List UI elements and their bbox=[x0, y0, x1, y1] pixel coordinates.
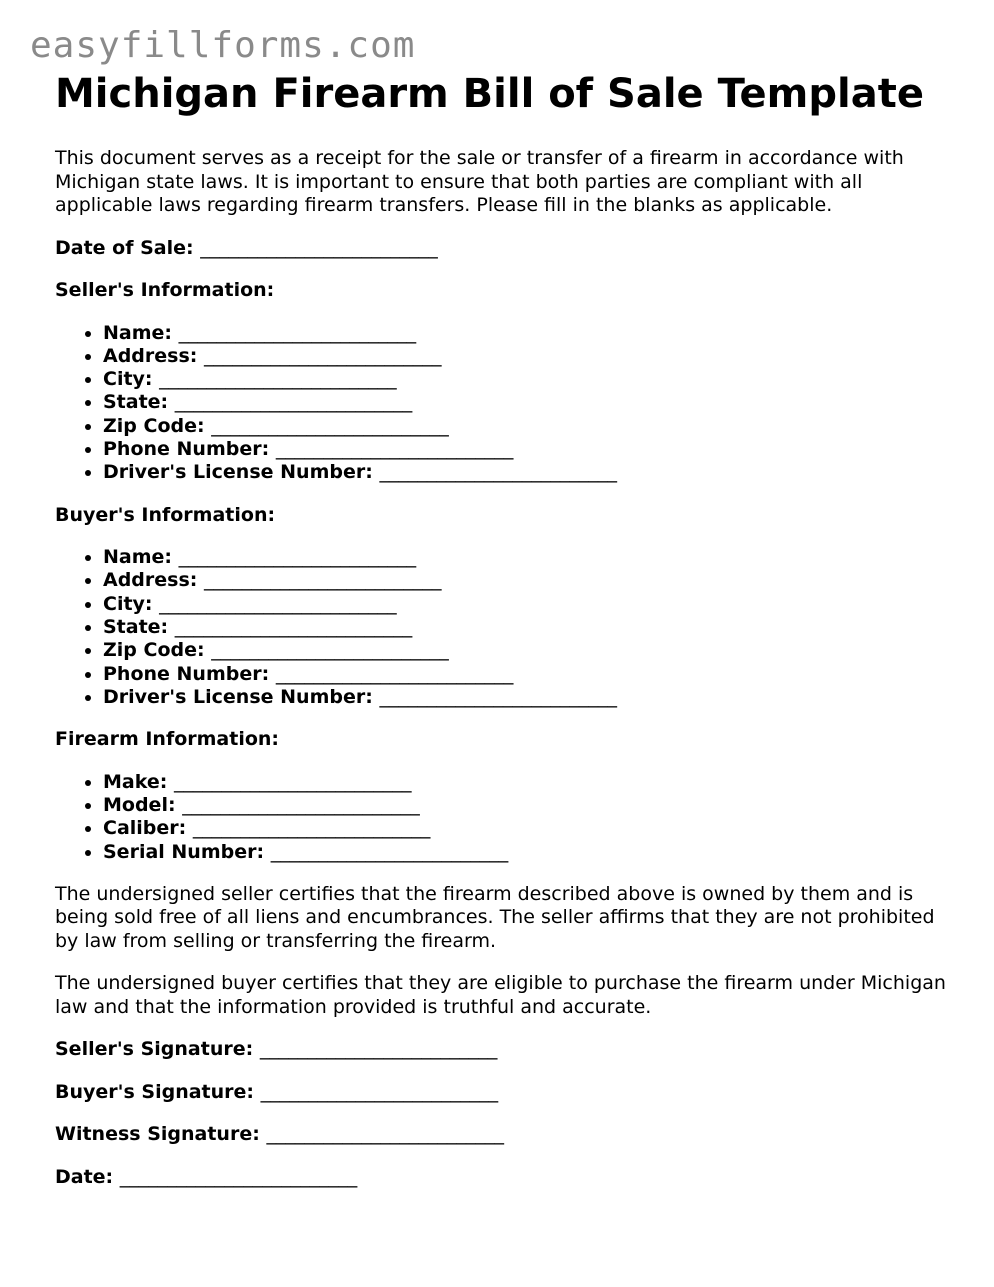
buyer-state-label: State: bbox=[103, 615, 169, 638]
seller-signature-field bbox=[55, 1038, 955, 1062]
firearm-section-heading: Firearm Information: bbox=[55, 728, 280, 751]
buyer-certification-paragraph: The undersigned buyer certifies that they are eligible to purchase the firearm under Michigan law and that the information provided is truthful and accurate. bbox=[55, 972, 946, 1018]
buyer-name-blank[interactable]: _________________________ bbox=[178, 546, 417, 569]
buyer-name-item bbox=[103, 546, 955, 569]
witness-signature-blank[interactable]: _________________________ bbox=[266, 1123, 504, 1146]
seller-phone-item bbox=[103, 438, 955, 461]
seller-name-label: Name: bbox=[103, 321, 173, 344]
watermark: easyfillforms.com bbox=[30, 25, 416, 66]
seller-city-item bbox=[103, 368, 955, 391]
buyer-section-heading: Buyer's Information: bbox=[55, 503, 276, 526]
buyer-address-item bbox=[103, 569, 955, 592]
seller-signature-label: Seller's Signature: bbox=[55, 1038, 254, 1061]
seller-city-label: City: bbox=[103, 368, 153, 391]
firearm-serial-label: Serial Number: bbox=[103, 840, 265, 863]
seller-city-blank[interactable]: _________________________ bbox=[159, 368, 397, 391]
page-title: Michigan Firearm Bill of Sale Template bbox=[55, 71, 924, 117]
date-field bbox=[55, 1166, 955, 1190]
seller-signature-blank[interactable]: _________________________ bbox=[259, 1038, 498, 1061]
firearm-model-item bbox=[103, 794, 955, 817]
buyer-license-label: Driver's License Number: bbox=[103, 685, 373, 708]
seller-field-list bbox=[55, 322, 955, 485]
seller-phone-label: Phone Number: bbox=[103, 437, 270, 460]
buyer-address-label: Address: bbox=[103, 569, 198, 592]
firearm-make-blank[interactable]: _________________________ bbox=[173, 770, 412, 793]
seller-license-blank[interactable]: _________________________ bbox=[379, 461, 617, 484]
date-of-sale-blank[interactable]: _________________________ bbox=[200, 236, 438, 259]
seller-name-blank[interactable]: _________________________ bbox=[178, 321, 417, 344]
seller-phone-blank[interactable]: _________________________ bbox=[275, 437, 514, 460]
firearm-make-label: Make: bbox=[103, 770, 168, 793]
seller-zip-label: Zip Code: bbox=[103, 414, 205, 437]
seller-address-blank[interactable]: _________________________ bbox=[204, 344, 442, 367]
buyer-state-item bbox=[103, 616, 955, 639]
firearm-caliber-item bbox=[103, 817, 955, 840]
document-page bbox=[55, 70, 955, 1189]
seller-address-label: Address: bbox=[103, 344, 198, 367]
date-label: Date: bbox=[55, 1165, 114, 1188]
firearm-caliber-blank[interactable]: _________________________ bbox=[192, 817, 431, 840]
witness-signature-label: Witness Signature: bbox=[55, 1123, 260, 1146]
buyer-signature-blank[interactable]: _________________________ bbox=[260, 1080, 499, 1103]
witness-signature-field bbox=[55, 1123, 955, 1147]
seller-name-item bbox=[103, 322, 955, 345]
buyer-field-list bbox=[55, 546, 955, 709]
buyer-license-blank[interactable]: _________________________ bbox=[379, 685, 617, 708]
buyer-phone-label: Phone Number: bbox=[103, 662, 270, 685]
date-blank[interactable]: _________________________ bbox=[119, 1165, 358, 1188]
buyer-signature-label: Buyer's Signature: bbox=[55, 1080, 254, 1103]
firearm-make-item bbox=[103, 771, 955, 794]
seller-state-label: State: bbox=[103, 391, 169, 414]
seller-address-item bbox=[103, 345, 955, 368]
seller-certification-paragraph: The undersigned seller certifies that the firearm described above is owned by them and is being sold free of all liens and encumbrances. The seller affirms that they are not prohibited by law from selling or transferring the firearm. bbox=[55, 882, 935, 952]
buyer-zip-label: Zip Code: bbox=[103, 639, 205, 662]
buyer-address-blank[interactable]: _________________________ bbox=[204, 569, 442, 592]
buyer-city-blank[interactable]: _________________________ bbox=[159, 592, 397, 615]
seller-state-item bbox=[103, 391, 955, 414]
firearm-model-label: Model: bbox=[103, 793, 176, 816]
buyer-phone-item bbox=[103, 663, 955, 686]
buyer-city-label: City: bbox=[103, 592, 153, 615]
buyer-license-item bbox=[103, 686, 955, 709]
buyer-phone-blank[interactable]: _________________________ bbox=[275, 662, 514, 685]
seller-section-heading: Seller's Information: bbox=[55, 279, 275, 301]
firearm-caliber-label: Caliber: bbox=[103, 817, 187, 840]
date-of-sale-field bbox=[55, 237, 955, 261]
buyer-city-item bbox=[103, 593, 955, 616]
firearm-serial-item bbox=[103, 841, 955, 864]
buyer-signature-field bbox=[55, 1081, 955, 1105]
intro-paragraph: This document serves as a receipt for the sale or transfer of a firearm in accordance with Michigan state laws. It is important to ensure that both parties are compliant with all applicable laws regarding firearm transfers. Please fill in the blanks as applicable. bbox=[55, 147, 904, 216]
buyer-zip-item bbox=[103, 639, 955, 662]
firearm-serial-blank[interactable]: _________________________ bbox=[270, 840, 509, 863]
seller-license-label: Driver's License Number: bbox=[103, 461, 373, 484]
buyer-zip-blank[interactable]: _________________________ bbox=[211, 639, 449, 662]
buyer-state-blank[interactable]: _________________________ bbox=[174, 615, 413, 638]
seller-zip-item bbox=[103, 415, 955, 438]
date-of-sale-label: Date of Sale: bbox=[55, 236, 194, 259]
buyer-name-label: Name: bbox=[103, 546, 173, 569]
firearm-field-list bbox=[55, 771, 955, 864]
firearm-model-blank[interactable]: _________________________ bbox=[182, 793, 420, 816]
seller-zip-blank[interactable]: _________________________ bbox=[211, 414, 449, 437]
seller-license-item bbox=[103, 461, 955, 484]
seller-state-blank[interactable]: _________________________ bbox=[174, 391, 413, 414]
